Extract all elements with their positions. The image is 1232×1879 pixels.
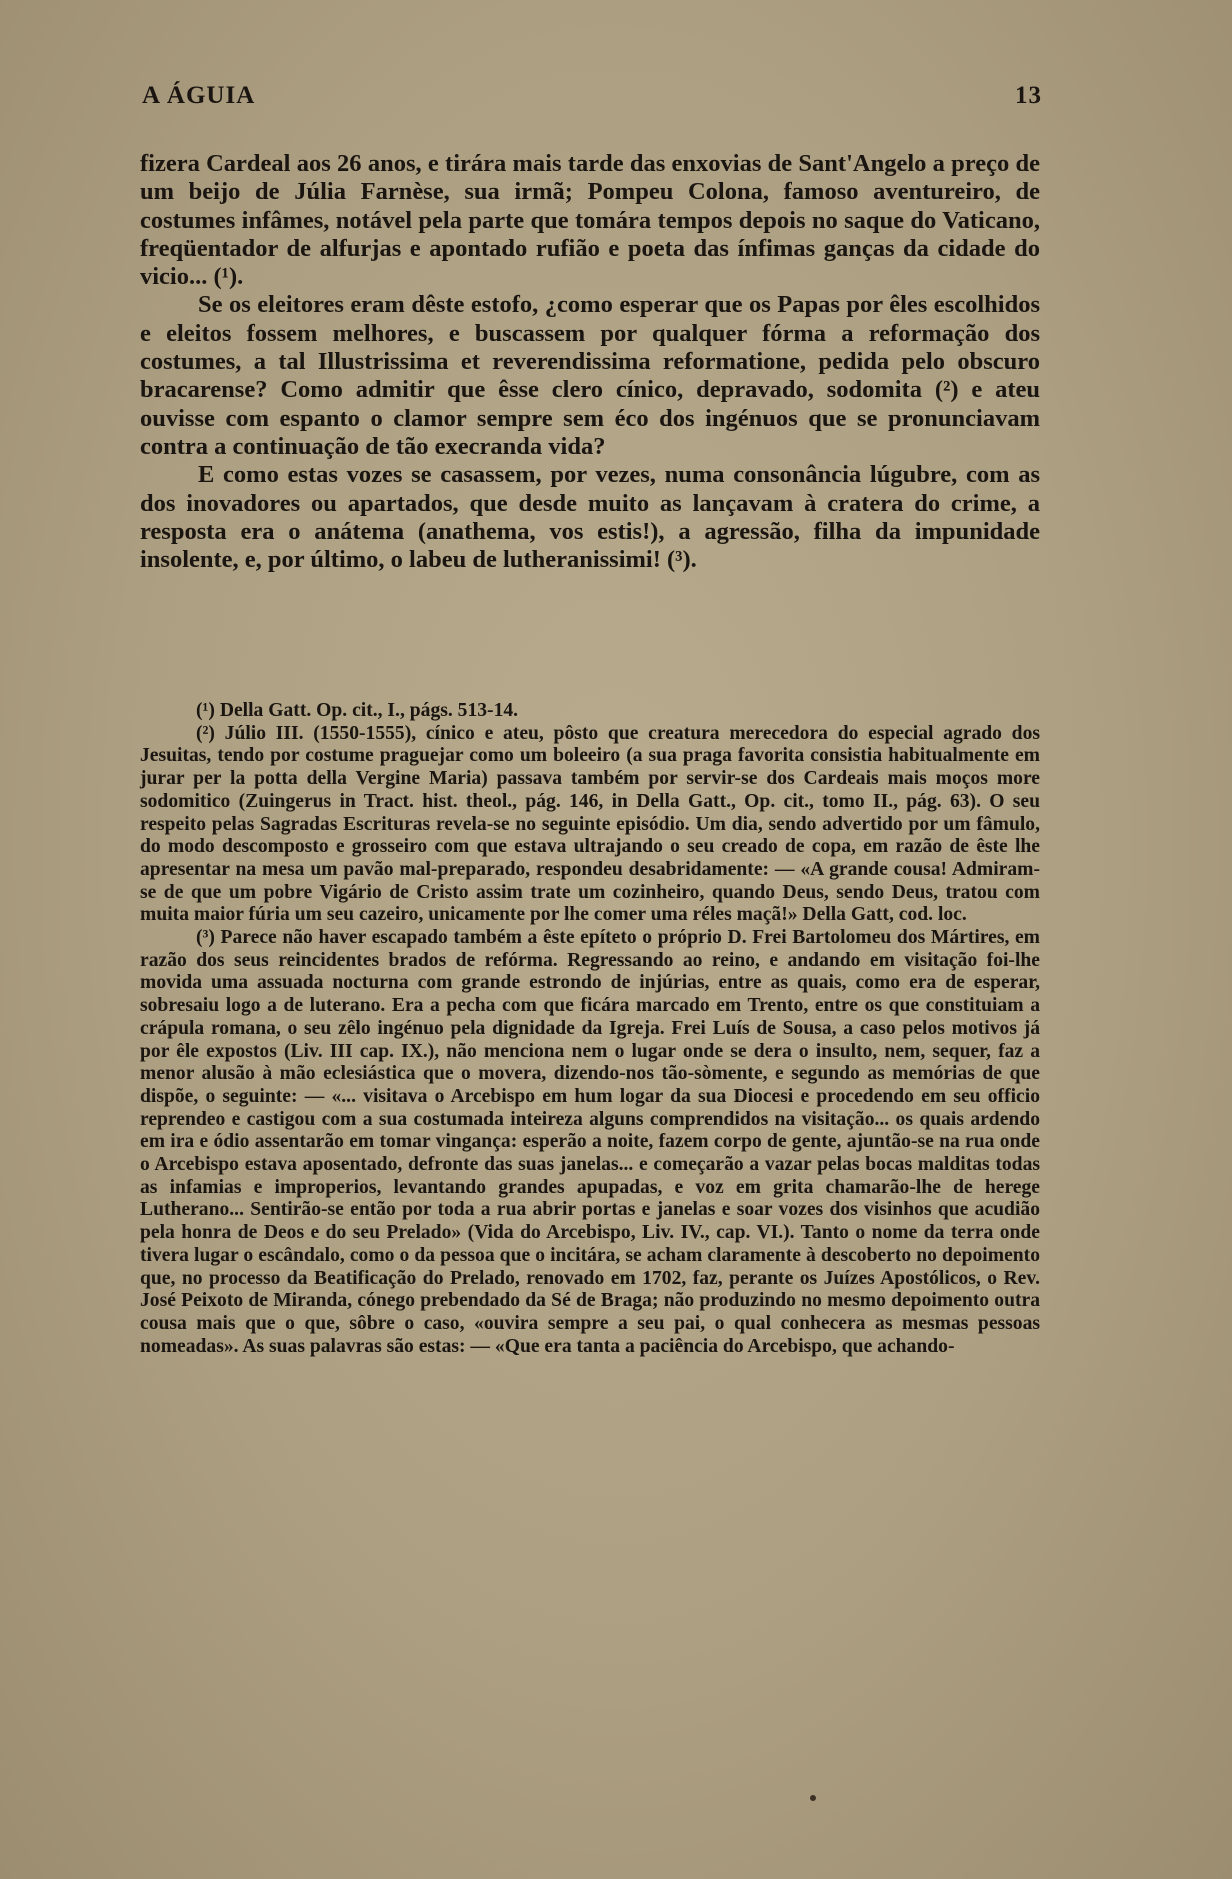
footnote: (²) Júlio III. (1550-1555), cínico e ateu, pôsto que creatura merecedora do especial agrado dos Jesuitas, tendo por costume praguejar como um boleeiro (a sua praga favorita consistia habitualmente em jurar per la potta della Vergine Maria) passava também por servir-se dos Cardeais mais moços more sodomitico (Zuingerus in Tract. hist. theol., pág. 146, in Della Gatt., Op. cit., tomo II., pág. 63). O seu respeito pelas Sagradas Escrituras revela-se no seguinte episódio. Um dia, sendo advertido por um fâmulo, do modo descomposto e grosseiro com que estava ultrajando o seu creado de copa, em razão de êste lhe apresentar na mesa um pavão mal-preparado, respondeu desabridamente: — «A grande cousa! Admiram-se de que um pobre Vigário de Cristo assim trate um cozinheiro, quando Deus, sendo Deus, tratou com muita maior fúria um seu cazeiro, unicamente por lhe comer uma réles maçã!» Della Gatt, cod. loc.: [140, 722, 1040, 926]
footnote: (¹) Della Gatt. Op. cit., I., págs. 513-14.: [196, 700, 519, 721]
paragraph: fizera Cardeal aos 26 anos, e tirára mais tarde das enxovias de Sant'Angelo a preço de um beijo de Júlia Farnèse, sua irmã; Pompeu Colona, famoso aventureiro, de costumes infâmes, notável pela parte que tomára tempos depois no saque do Vaticano, freqüentador de alfurjas e apontado rufião e poeta das ínfimas ganças da cidade do vicio... (¹).: [140, 150, 1040, 291]
footnote: (³) Parece não haver escapado também a êste epíteto o próprio D. Frei Bartolomeu dos Mártires, em razão dos seus reincidentes brados de refórma. Regressando ao reino, e andando em visitação foi-lhe movida uma assuada nocturna com grande estrondo de injúrias, entre as quais, como era de esperar, sobresaiu logo a de luterano. Era a pecha com que ficára marcado em Trento, entre os que constituiam a crápula romana, o seu zêlo ingénuo pela dignidade da Igreja. Frei Luís de Sousa, a caso pelos motivos já por êle expostos (Liv. III cap. IX.), não menciona nem o lugar onde se dera o insulto, nem, sequer, faz a menor alusão à mão eclesiástica que o movera, dizendo-nos tão-sòmente, e segundo as memórias de que dispõe, o seguinte: — «... visitava o Arcebispo em hum logar da sua Diocesi e procedendo em seu officio reprendeo e castigou com a sua costumada inteireza alguns comprendidos na visitação... os quais ardendo em ira e ódio assentarão em tomar vingança: esperão a noite, fazem corpo de gente, ajuntão-se na rua onde o Arcebispo estava aposentado, defronte das suas janelas... e começarão a vazar pelas bocas malditas todas as infamias e improperios, levantando grandes apupadas, e voz em grita chamarão-lhe de herege Lutherano... Sentirão-se então por toda a rua abrir portas e janelas e soar vozes dos visinhos que acudião pela honra de Deos e do seu Prelado» (Vida do Arcebispo, Liv. IV., cap. VI.). Tanto o nome da terra onde tivera lugar o escândalo, como o da pessoa que o incitára, se acham claramente à descoberto no depoimento que, no processo da Beatificação do Prelado, renovado em 1702, faz, perante os Juízes Apostólicos, o Rev. José Peixoto de Miranda, cónego prebendado da Sé de Braga; não produzindo no mesmo depoimento outra cousa mais que o que, sôbre o caso, «ouvira sempre a seu pai, o qual conhecera as mesmas pessoas nomeadas». As suas palavras são estas: — «Que era tanta a paciência do Arcebispo, que achando-: [140, 927, 1040, 1357]
paragraph: Se os eleitores eram dêste estofo, ¿como esperar que os Papas por êles escolhidos e eleitos fossem melhores, e buscassem por qualquer fórma a reformação dos costumes, a tal Illustrissima et reverendissima reformatione, pedida pelo obscuro bracarense? Como admitir que êsse clero cínico, depravado, sodomita (²) e ateu ouvisse com espanto o clamor sempre sem éco dos ingénuos que se pronunciavam contra a continuação de tão execranda vida?: [140, 291, 1040, 460]
footnotes: [140, 700, 1040, 1358]
paragraph: E como estas vozes se casassem, por vezes, numa consonância lúgubre, com as dos inovadores ou apartados, que desde muito as lançavam à cratera do crime, a resposta era o anátema (anathema, vos estis!), a agressão, filha da impunidade insolente, e, por último, o labeu de lutheranissimi! (³).: [140, 461, 1040, 574]
ink-speck: [810, 1795, 816, 1801]
running-head: [142, 82, 1042, 122]
main-text: [140, 150, 1040, 574]
running-title: A ÁGUIA: [142, 82, 256, 109]
page-number: 13: [1015, 82, 1042, 109]
